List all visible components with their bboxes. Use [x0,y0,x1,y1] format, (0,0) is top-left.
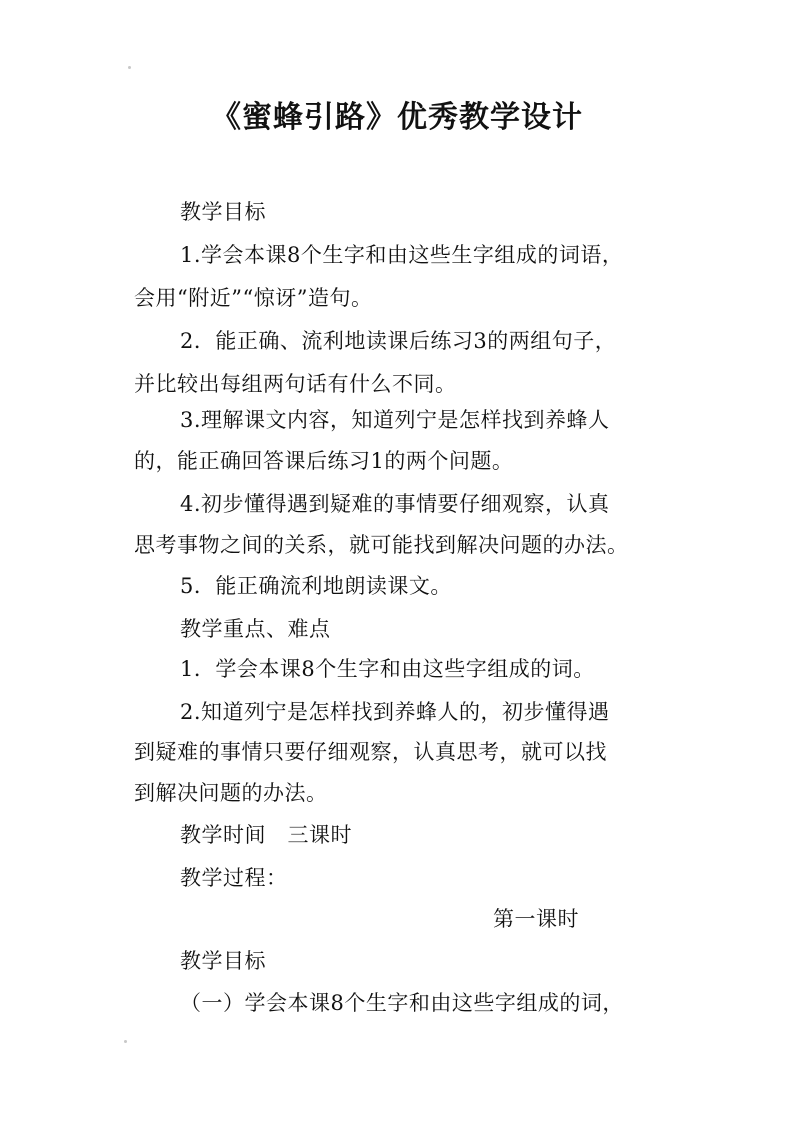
goal-1-line-1: 1.学会本课8个生字和由这些生字组成的词语， [180,243,624,267]
goal-5: 5．能正确流利地朗读课文。 [180,574,452,598]
goal-4-line-2: 思考事物之间的关系，就可能找到解决问题的办法。 [134,533,629,557]
key-point-1: 1．学会本课8个生字和由这些字组成的词。 [180,657,595,681]
teaching-time: 教学时间 三课时 [180,823,352,847]
goal-1-line-2: 会用“附近”“惊讶”造句。 [134,286,373,310]
lesson-goal-1: （一）学会本课8个生字和由这些字组成的词， [180,991,624,1015]
scan-speck [128,66,131,69]
scan-speck [124,1040,127,1043]
key-point-2-line-2: 到疑难的事情只要仔细观察，认真思考，就可以找 [134,740,607,764]
goal-3-line-1: 3.理解课文内容，知道列宁是怎样找到养蜂人 [180,408,610,432]
goal-2-line-1: 2．能正确、流利地读课后练习3的两组句子， [180,329,617,353]
heading-teaching-process: 教学过程： [180,866,288,890]
heading-teaching-goals: 教学目标 [180,200,266,224]
heading-lesson-goals: 教学目标 [180,949,266,973]
section-first-lesson: 第一课时 [493,907,579,931]
key-point-2-line-1: 2.知道列宁是怎样找到养蜂人的，初步懂得遇 [180,700,610,724]
heading-key-points: 教学重点、难点 [180,617,331,641]
goal-3-line-2: 的，能正确回答课后练习1的两个问题。 [134,449,514,473]
goal-4-line-1: 4.初步懂得遇到疑难的事情要仔细观察，认真 [180,492,610,516]
document-title: 《蜜蜂引路》优秀教学设计 [211,100,583,135]
key-point-2-line-3: 到解决问题的办法。 [134,781,328,805]
goal-2-line-2: 并比较出每组两句话有什么不同。 [134,372,457,396]
